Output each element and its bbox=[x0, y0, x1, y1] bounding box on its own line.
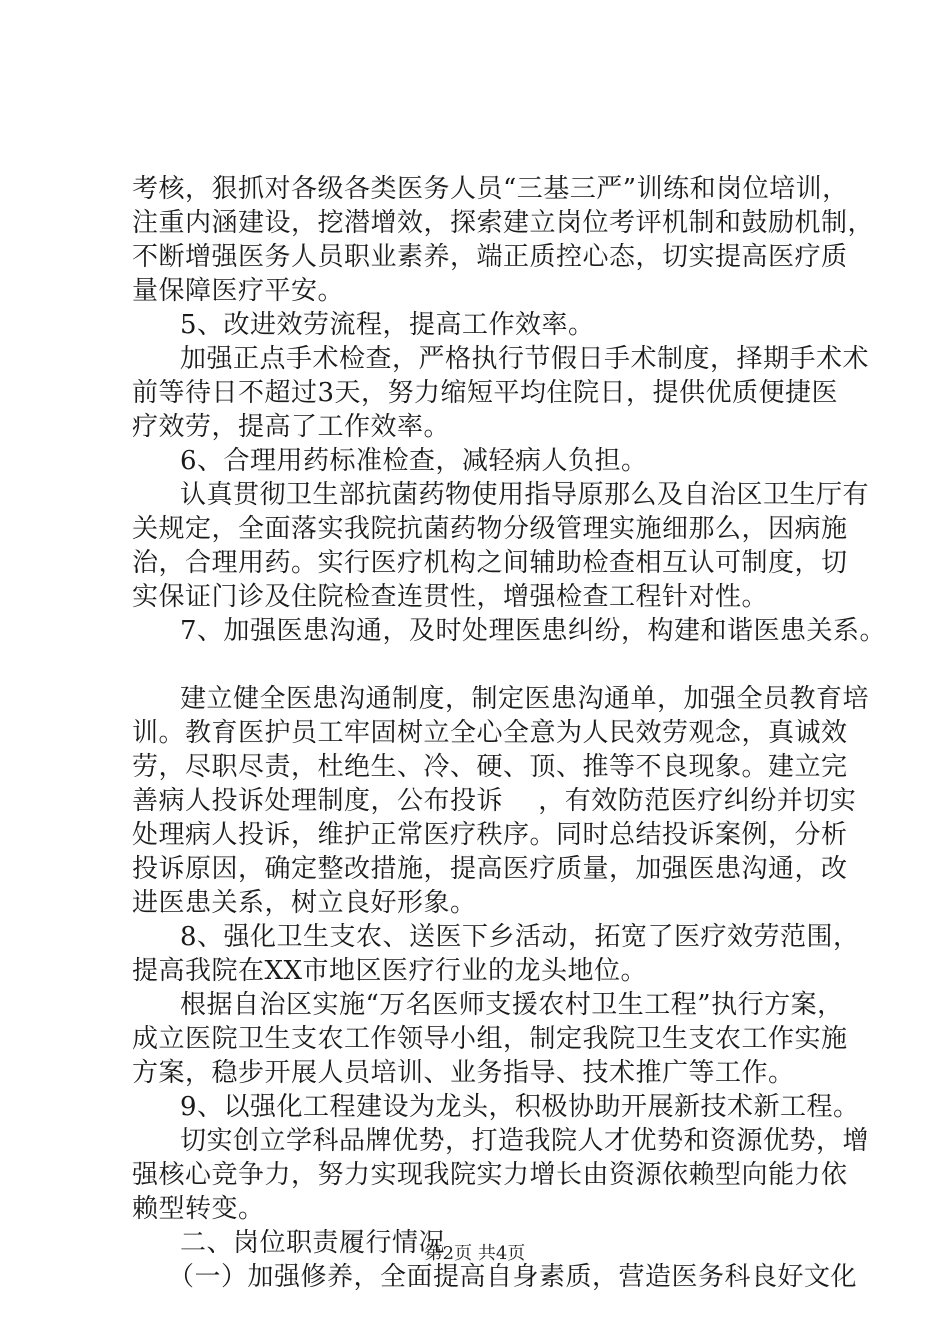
text-line: 提高我院在XX市地区医疗行业的龙头地位。 bbox=[132, 956, 648, 986]
text-line: 治，合理用药。实行医疗机构之间辅助检查相互认可制度，切 bbox=[132, 548, 848, 578]
text-line: 加强正点手术检查，严格执行节假日手术制度，择期手术术 bbox=[180, 344, 870, 374]
text-line: 根据自治区实施“万名医师支援农村卫生工程”执行方案， bbox=[180, 990, 844, 1020]
text-line: 方案，稳步开展人员培训、业务指导、技术推广等工作。 bbox=[132, 1058, 795, 1088]
text-line: 实保证门诊及住院检查连贯性，增强检查工程针对性。 bbox=[132, 582, 769, 612]
section-heading-7: 7、加强医患沟通，及时处理医患纠纷，构建和谐医患关系。 bbox=[180, 616, 887, 646]
text-line: 进医患关系，树立良好形象。 bbox=[132, 888, 477, 918]
text-line: 认真贯彻卫生部抗菌药物使用指导原那么及自治区卫生厅有 bbox=[180, 480, 870, 510]
text-line: 考核，狠抓对各级各类医务人员“三基三严”训练和岗位培训， bbox=[132, 174, 849, 204]
text-line: 前等待日不超过3天，努力缩短平均住院日，提供优质便捷医 bbox=[132, 378, 839, 408]
text-line: 投诉原因，确定整改措施，提高医疗质量，加强医患沟通，改 bbox=[132, 854, 848, 884]
text-line: 建立健全医患沟通制度，制定医患沟通单，加强全员教育培 bbox=[180, 684, 870, 714]
text-line: 不断增强医务人员职业素养，端正质控心态，切实提高医疗质 bbox=[132, 242, 848, 272]
page-number-footer: 第2页 共4页 bbox=[424, 1243, 526, 1264]
chapter-heading-2: 二、岗位职责履行情况 bbox=[180, 1228, 446, 1258]
text-line: 成立医院卫生支农工作领导小组，制定我院卫生支农工作实施 bbox=[132, 1024, 848, 1054]
text-line: 训。教育医护员工牢固树立全心全意为人民效劳观念，真诚效 bbox=[132, 718, 848, 748]
section-heading-5: 5、改进效劳流程，提高工作效率。 bbox=[180, 310, 595, 340]
text-line: 强核心竞争力，努力实现我院实力增长由资源依赖型向能力依 bbox=[132, 1160, 848, 1190]
section-heading-9: 9、以强化工程建设为龙头，积极协助开展新技术新工程。 bbox=[180, 1092, 860, 1122]
section-heading-6: 6、合理用药标准检查，减轻病人负担。 bbox=[180, 446, 648, 476]
document-body bbox=[132, 172, 887, 1294]
text-line: 善病人投诉处理制度，公布投诉 ，有效防范医疗纠纷并切实 bbox=[132, 786, 857, 816]
subsection-heading-1: （一）加强修养，全面提高自身素质，营造医务科良好文化 bbox=[168, 1262, 858, 1292]
section-heading-8: 8、强化卫生支农、送医下乡活动，拓宽了医疗效劳范围， bbox=[180, 922, 860, 952]
text-line: 劳，尽职尽责，杜绝生、冷、硬、顶、推等不良现象。建立完 bbox=[132, 752, 848, 782]
paragraph-gap bbox=[132, 648, 852, 682]
text-line: 切实创立学科品牌优势，打造我院人才优势和资源优势，增 bbox=[180, 1126, 870, 1156]
text-line: 赖型转变。 bbox=[132, 1194, 265, 1224]
text-line: 疗效劳，提高了工作效率。 bbox=[132, 412, 451, 442]
text-line: 注重内涵建设，挖潜增效，探索建立岗位考评机制和鼓励机制， bbox=[132, 208, 875, 238]
text-line: 关规定，全面落实我院抗菌药物分级管理实施细那么，因病施 bbox=[132, 514, 848, 544]
text-line: 处理病人投诉，维护正常医疗秩序。同时总结投诉案例，分析 bbox=[132, 820, 848, 850]
text-line: 量保障医疗平安。 bbox=[132, 276, 345, 306]
